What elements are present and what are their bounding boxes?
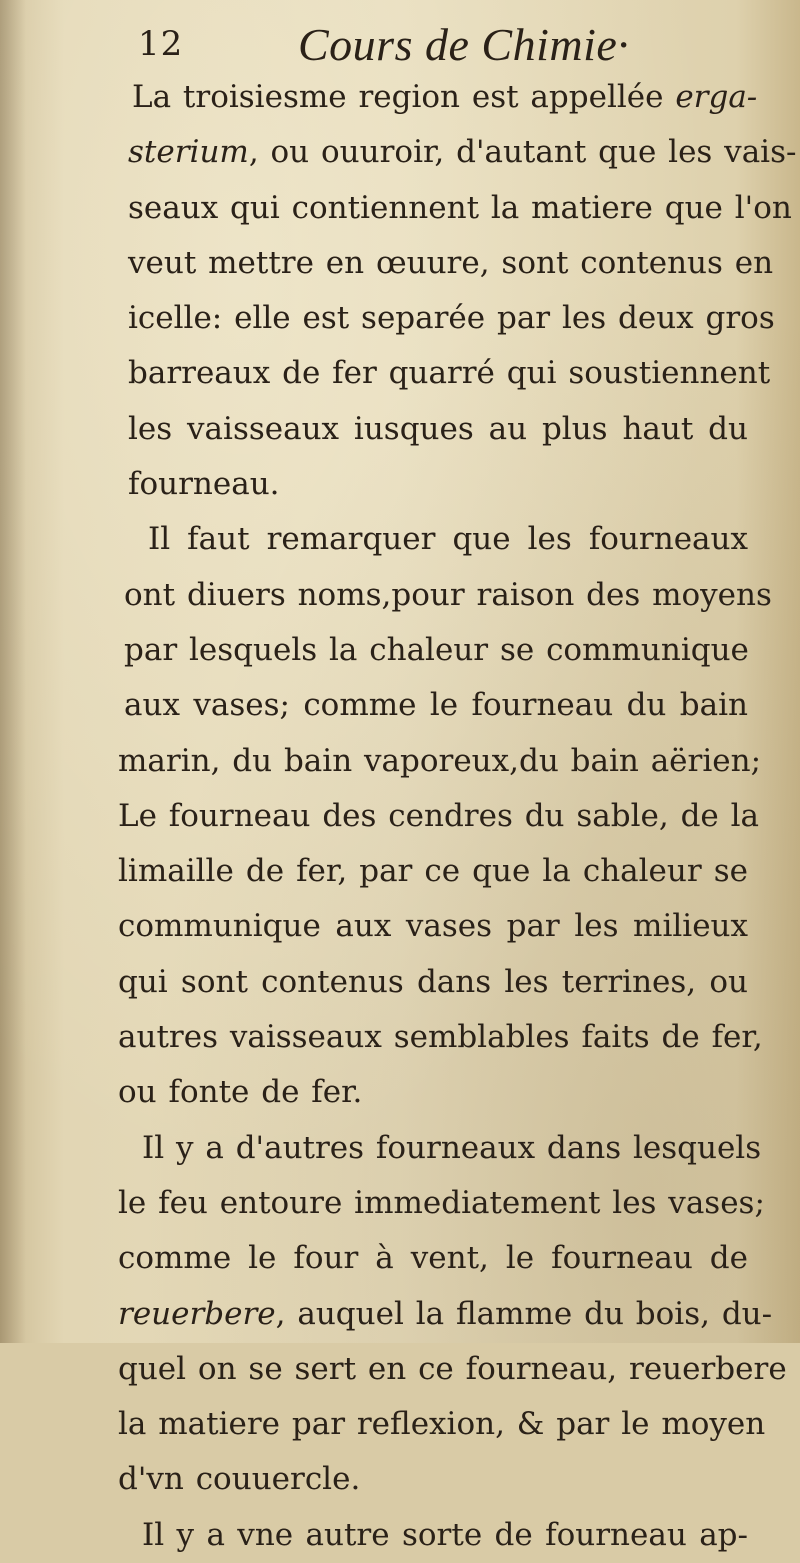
text-line: reuerbere, auquel la flamme du bois, du- xyxy=(118,1295,773,1332)
text-line: Il y a vne autre sorte de fourneau ap- xyxy=(142,1516,748,1553)
page-number: 12 xyxy=(138,24,184,64)
text-line: qui sont contenus dans les terrines, ou xyxy=(118,963,748,1000)
page-gutter-shadow xyxy=(0,0,26,1343)
text-line: comme le four à vent, le fourneau de xyxy=(118,1240,748,1277)
text-line: quel on se sert en ce fourneau, reuerbere xyxy=(118,1350,787,1387)
text-line: fourneau. xyxy=(128,466,280,503)
text-line: la matiere par reflexion, & par le moyen xyxy=(118,1406,766,1443)
page-header xyxy=(138,18,740,78)
running-title: Cours de Chimie· xyxy=(298,19,630,70)
text-line: veut mettre en œuure, sont contenus en xyxy=(128,244,774,281)
text-line: seaux qui contiennent la matiere que l'on xyxy=(128,189,792,226)
text-line: icelle: elle est separée par les deux gros xyxy=(128,300,775,337)
text-line: autres vaisseaux semblables faits de fer, xyxy=(118,1019,763,1056)
text-line: le feu entoure immediatement les vases; xyxy=(118,1184,765,1221)
text-line: Le fourneau des cendres du sable, de la xyxy=(118,797,760,834)
text-line: Il y a d'autres fourneaux dans lesquels xyxy=(142,1129,762,1166)
text-line: ou fonte de fer. xyxy=(118,1074,363,1111)
text-line: par lesquels la chaleur se communique xyxy=(124,631,749,668)
text-line: ont diuers noms,pour raison des moyens xyxy=(124,576,772,613)
text-line: La troisiesme region est appellée erga- xyxy=(132,79,758,115)
text-line: limaille de fer, par ce que la chaleur se xyxy=(118,853,748,890)
text-line: les vaisseaux iusques au plus haut du xyxy=(128,410,748,447)
text-line: d'vn couuercle. xyxy=(118,1461,361,1498)
text-line: aux vases; comme le fourneau du bain xyxy=(124,687,748,724)
text-line: barreaux de fer quarré qui soustiennent xyxy=(128,355,771,392)
body-text xyxy=(118,70,797,1563)
text-line: communique aux vases par les milieux xyxy=(118,908,748,945)
text-line: Il faut remarquer que les fourneaux xyxy=(148,521,748,558)
text-line: marin, du bain vaporeux,du bain aërien; xyxy=(118,742,762,779)
text-line: sterium, ou ouuroir, d'autant que les vais- xyxy=(128,134,797,171)
